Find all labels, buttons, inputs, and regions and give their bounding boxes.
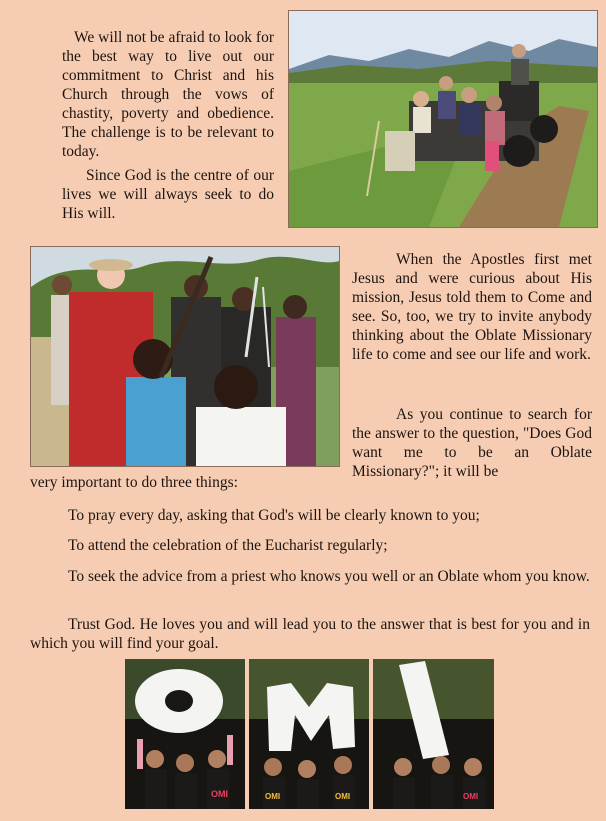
paragraph-trust: Trust God. He loves you and will lead you to the answer that is best for you and in which you will find your goal. xyxy=(30,616,590,652)
omi-shirt-text: OMI xyxy=(265,792,281,801)
paragraph-advice: To seek the advice from a priest who knows you well or an Oblate whom you know. xyxy=(68,568,590,585)
paragraph-eucharist: To attend the celebration of the Eucharist regularly; xyxy=(68,537,388,554)
paragraph-centre: Since God is the centre of our lives we will always seek to do His will. xyxy=(62,167,274,222)
paragraph-continue-part1: As you continue to search for the answer to the question, "Does God want me to be an Oblate Missionary?"; it will be xyxy=(352,406,592,480)
paragraph-apostles: When the Apostles first met Jesus and were curious about His mission, Jesus told them to Come and see. So, too, we try to invite anybody thinking about the Oblate Missionary life to come and see our life and work. xyxy=(352,251,592,363)
photo-letter-i xyxy=(373,659,494,809)
paragraph-continue-part2: very important to do three things: xyxy=(30,474,238,491)
photo-letter-o xyxy=(125,659,245,809)
omi-shirt-text: OMI xyxy=(463,792,479,801)
photo-letter-m xyxy=(249,659,369,809)
paragraph-pray: To pray every day, asking that God's will be clearly known to you; xyxy=(68,507,480,524)
omi-shirt-text: OMI xyxy=(211,789,228,799)
photo-tractor-ride xyxy=(288,10,598,228)
photo-procession xyxy=(30,246,340,467)
omi-shirt-text: OMI xyxy=(335,792,351,801)
paragraph-vows: We will not be afraid to look for the best way to live out our commitment to Christ and his Church through the vows of chastity, poverty and obedience. The challenge is to be relevant to today. xyxy=(62,29,274,160)
